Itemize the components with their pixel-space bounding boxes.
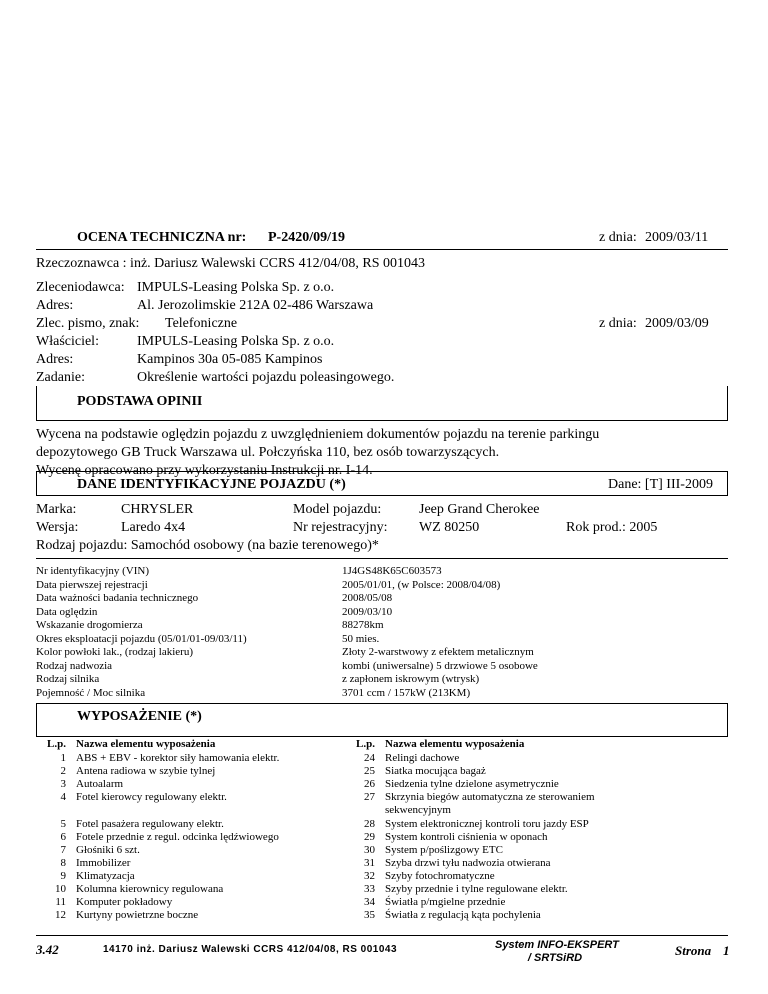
wersja-label: Wersja:	[36, 520, 79, 535]
item-number: 11	[55, 896, 66, 908]
name-header: Nazwa elementu wyposażenia	[76, 738, 216, 750]
equipment-left-header	[36, 738, 215, 750]
equipment-right-header	[345, 738, 524, 750]
item-name: Siedzenia tylne dzielone asymetrycznie	[385, 778, 559, 790]
item-number: 24	[364, 752, 375, 764]
item-number: 35	[364, 909, 375, 921]
item-name: Antena radiowa w szybie tylnej	[76, 765, 216, 777]
item-name: Skrzynia biegów automatyczna ze sterowaniem	[385, 791, 595, 803]
footer-expert: 14170 inż. Dariusz Walewski CCRS 412/04/08, RS 001043	[103, 944, 398, 955]
basis-heading: PODSTAWA OPINII	[77, 394, 203, 409]
list-item	[345, 909, 541, 921]
item-name: System p/poślizgowy ETC	[385, 844, 503, 856]
item-number: 32	[364, 870, 375, 882]
item-name: Klimatyzacja	[76, 870, 135, 882]
item-number: 3	[60, 778, 66, 790]
item-name: Komputer pokładowy	[76, 896, 173, 908]
detail-label: Okres eksploatacji pojazdu (05/01/01-09/03/11)	[36, 632, 247, 645]
detail-value: 2009/03/10	[342, 605, 393, 618]
rok-prod: Rok prod.: 2005	[566, 520, 658, 535]
detail-value: 2005/01/01, (w Polsce: 2008/04/08)	[342, 578, 501, 591]
vehicle-divider	[36, 558, 728, 559]
detail-label: Data pierwszej rejestracji	[36, 578, 148, 591]
footer-page-label: Strona	[675, 943, 712, 958]
list-item	[345, 804, 451, 816]
detail-value: Złoty 2-warstwowy z efektem metalicznym	[342, 646, 534, 658]
detail-value: 50 mies.	[342, 632, 380, 645]
item-number: 10	[55, 883, 66, 895]
item-name: ABS + EBV - korektor siły hamowania elektr.	[76, 752, 280, 764]
item-name: Głośniki 6 szt.	[76, 844, 140, 856]
basis-line-1: Wycena na podstawie oględzin pojazdu z uwzględnieniem dokumentów pojazdu na terenie parkingu	[36, 427, 600, 442]
item-name: Szyby przednie i tylne regulowane elektr.	[385, 883, 568, 895]
item-number: 8	[60, 857, 66, 869]
item-name: Autoalarm	[76, 778, 124, 790]
item-name: Szyby fotochromatyczne	[385, 870, 495, 882]
list-item	[345, 778, 559, 790]
model-label: Model pojazdu:	[293, 502, 382, 517]
list-item	[345, 883, 568, 895]
name-header: Nazwa elementu wyposażenia	[385, 738, 525, 750]
zlec-label: Zlec. pismo, znak:	[36, 316, 140, 331]
wlasciciel-value: IMPULS-Leasing Polska Sp. z o.o.	[137, 334, 335, 349]
detail-value: z zapłonem iskrowym (wtrysk)	[342, 673, 480, 685]
zlec-date: 2009/03/09	[645, 316, 709, 331]
detail-label: Rodzaj silnika	[36, 673, 100, 685]
list-item	[36, 791, 227, 803]
list-item	[345, 870, 495, 882]
item-number: 25	[364, 765, 375, 777]
item-number: 30	[364, 844, 375, 856]
list-item	[345, 831, 548, 843]
detail-label: Kolor powłoki lak., (rodzaj lakieru)	[36, 646, 194, 658]
list-item	[36, 909, 198, 921]
nr-rej-label: Nr rejestracyjny:	[293, 520, 388, 535]
list-item	[36, 883, 223, 895]
item-name: Fotel kierowcy regulowany elektr.	[76, 791, 227, 803]
zadanie-label: Zadanie:	[36, 370, 85, 385]
item-number: 2	[60, 765, 66, 777]
detail-value: 2008/05/08	[342, 592, 393, 604]
item-number: 7	[60, 844, 66, 856]
footer-version: 3.42	[36, 942, 59, 957]
item-name: Fotel pasażera regulowany elektr.	[76, 818, 224, 830]
list-item	[36, 870, 135, 882]
list-item	[345, 752, 459, 764]
footer-system-line1: System INFO-EKSPERT	[495, 939, 619, 951]
item-name: Kolumna kierownicy regulowana	[76, 883, 224, 895]
item-number: 31	[364, 857, 375, 869]
detail-label: Data ważności badania technicznego	[36, 592, 199, 604]
item-name: Relingi dachowe	[385, 752, 460, 764]
adres-value: Al. Jerozolimskie 212A 02-486 Warszawa	[137, 298, 374, 313]
rodzaj-pojazdu: Rodzaj pojazdu: Samochód osobowy (na bazie terenowego)*	[36, 538, 379, 553]
zlec-date-label: z dnia:	[599, 316, 637, 331]
title-divider	[36, 249, 728, 250]
item-name: sekwencyjnym	[385, 804, 451, 816]
detail-value: kombi (uniwersalne) 5 drzwiowe 5 osobowe	[342, 659, 538, 672]
detail-label: Rodzaj nadwozia	[36, 659, 113, 672]
list-item	[36, 831, 279, 843]
item-number: 6	[60, 831, 66, 843]
detail-label: Wskazanie drogomierza	[36, 619, 143, 631]
item-number: 29	[364, 831, 375, 843]
item-number: 9	[60, 870, 66, 882]
adres-label: Adres:	[36, 298, 74, 313]
detail-label: Data oględzin	[36, 605, 98, 618]
item-number: 12	[55, 909, 66, 921]
basis-line-2: depozytowego GB Truck Warszawa ul. Połczyńska 110, bez osób towarzyszących.	[36, 445, 500, 460]
item-name: System kontroli ciśnienia w oponach	[385, 831, 548, 843]
date-label: z dnia:	[599, 230, 637, 245]
detail-value: 1J4GS48K65C603573	[342, 565, 442, 577]
vehicle-data-source: Dane: [T] III-2009	[608, 477, 713, 492]
equipment-heading: WYPOSAŻENIE (*)	[77, 709, 202, 724]
footer-divider	[36, 935, 728, 936]
wersja-value: Laredo 4x4	[121, 520, 186, 535]
item-number: 28	[364, 818, 375, 830]
vehicle-details-labels	[36, 565, 247, 700]
vehicle-details-values	[342, 565, 538, 700]
model-value: Jeep Grand Cherokee	[419, 502, 540, 517]
document-date: 2009/03/11	[645, 230, 709, 245]
nr-rej-value: WZ 80250	[419, 520, 480, 535]
list-item	[345, 765, 486, 777]
adres2-label: Adres:	[36, 352, 74, 367]
wlasciciel-label: Właściciel:	[36, 334, 99, 349]
item-name: Szyba drzwi tyłu nadwozia otwierana	[385, 857, 551, 869]
marka-label: Marka:	[36, 502, 77, 517]
detail-value: 88278km	[342, 619, 384, 631]
item-number: 33	[364, 883, 375, 895]
list-item	[36, 778, 123, 790]
item-name: Kurtyny powietrzne boczne	[76, 909, 199, 921]
item-name: System elektronicznej kontroli toru jazdy ESP	[385, 818, 589, 830]
detail-value: 3701 ccm / 157kW (213KM)	[342, 686, 471, 699]
list-item	[36, 765, 215, 777]
zlec-value: Telefoniczne	[165, 316, 238, 331]
list-item	[36, 752, 279, 764]
adres2-value: Kampinos 30a 05-085 Kampinos	[137, 352, 323, 367]
list-item	[36, 896, 172, 908]
list-item	[345, 791, 595, 803]
item-name: Fotele przednie z regul. odcinka lędźwiowego	[76, 831, 279, 843]
footer-system-line2: / SRTSiRD	[527, 952, 583, 964]
zleceniodawca-value: IMPULS-Leasing Polska Sp. z o.o.	[137, 280, 335, 295]
document-title: OCENA TECHNICZNA nr:	[77, 230, 247, 245]
document-number: P-2420/09/19	[268, 230, 345, 245]
list-item	[36, 844, 140, 856]
vehicle-heading: DANE IDENTYFIKACYJNE POJAZDU (*)	[77, 477, 346, 492]
list-item	[345, 896, 505, 908]
detail-label: Pojemność / Moc silnika	[36, 686, 146, 699]
list-item	[345, 818, 589, 830]
list-item	[345, 844, 503, 856]
zadanie-value: Określenie wartości pojazdu poleasingowego.	[137, 370, 395, 385]
item-number: 4	[60, 791, 66, 803]
footer-page-number: 1	[723, 943, 730, 958]
basis-line-3: Wycenę opracowano przy wykorzystaniu Instrukcji nr. I-14.	[36, 463, 373, 478]
item-number: 27	[364, 791, 375, 803]
list-item	[36, 857, 130, 869]
list-item	[36, 818, 224, 830]
item-name: Immobilizer	[76, 857, 131, 869]
lp-header: L.p.	[47, 738, 66, 750]
item-name: Siatka mocująca bagaż	[385, 765, 486, 777]
detail-label: Nr identyfikacyjny (VIN)	[36, 565, 150, 577]
item-number: 34	[364, 896, 375, 908]
expert-line: Rzeczoznawca : inż. Dariusz Walewski CCRS 412/04/08, RS 001043	[36, 256, 425, 271]
zleceniodawca-label: Zleceniodawca:	[36, 280, 125, 295]
item-number: 1	[60, 752, 66, 764]
item-name: Światła z regulacją kąta pochylenia	[385, 909, 541, 921]
item-number: 5	[60, 818, 66, 830]
marka-value: CHRYSLER	[121, 502, 194, 517]
item-name: Światła p/mgielne przednie	[385, 896, 506, 908]
item-number: 26	[364, 778, 375, 790]
lp-header: L.p.	[356, 738, 375, 750]
list-item	[345, 857, 551, 869]
